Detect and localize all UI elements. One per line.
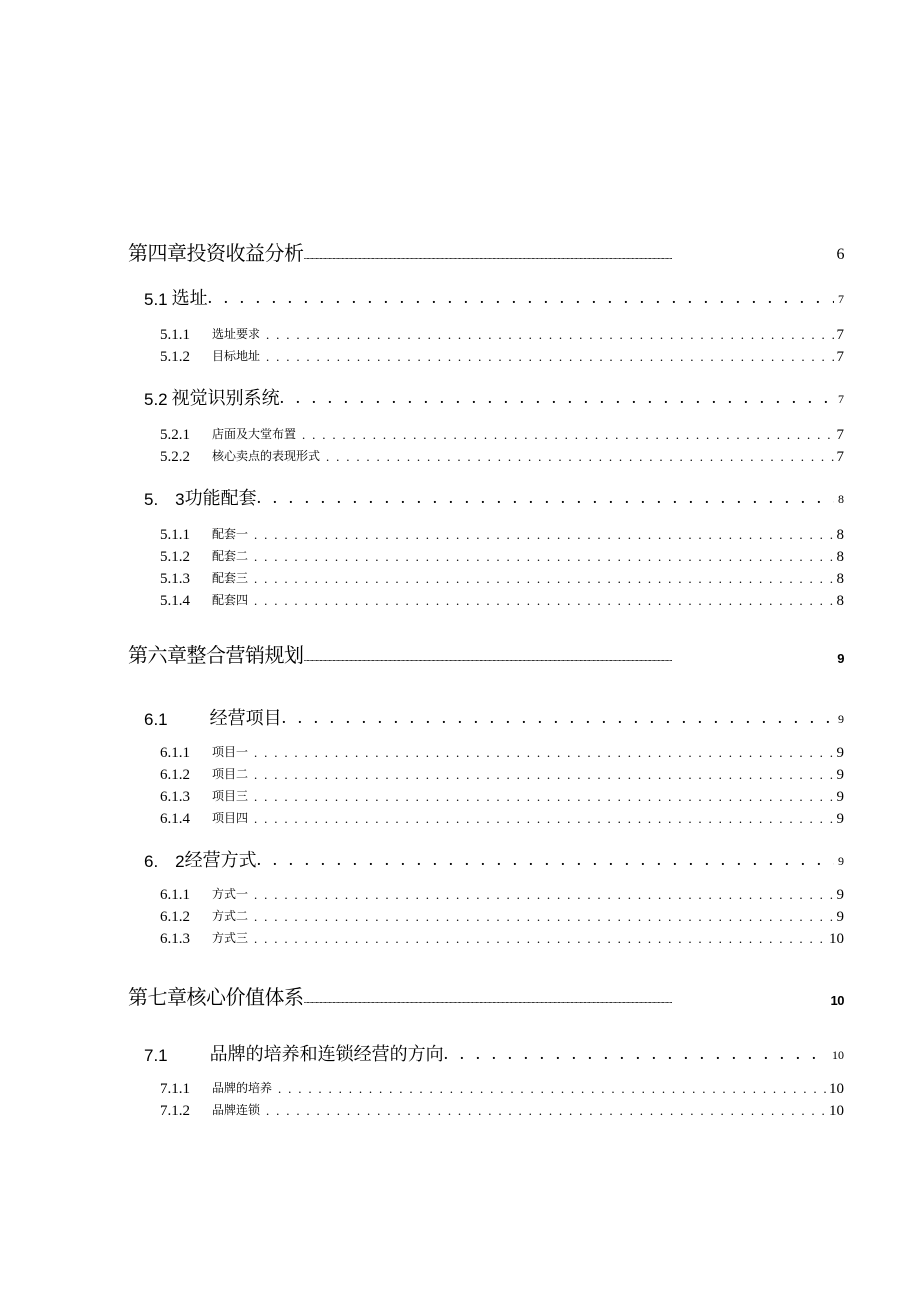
toc-chapter-entry[interactable]: [128, 238, 844, 266]
toc-entry-page-number: 6: [836, 246, 844, 263]
toc-entry-title: 经营方式: [184, 850, 257, 871]
dot-leader: [254, 528, 834, 542]
toc-entry-number: 5.1.2: [160, 549, 190, 565]
toc-section-entry[interactable]: [144, 384, 844, 410]
toc-entry-page-number: 9: [838, 712, 844, 726]
dot-leader: [254, 932, 827, 946]
toc-entry-number: 6.1.3: [160, 931, 190, 947]
dot-leader: [257, 849, 834, 869]
toc-sub-entry[interactable]: [160, 808, 844, 828]
dot-leader: [304, 653, 838, 663]
toc-entry-page-number: 10: [832, 1048, 844, 1062]
toc-entry-title: 视觉识别系统: [171, 388, 280, 409]
toc-entry-number: 6.1.3: [160, 789, 190, 805]
dot-leader: [254, 572, 834, 586]
toc-section-entry[interactable]: [144, 846, 844, 872]
toc-entry-page-number: 7: [836, 349, 844, 365]
toc-entry-number: 7.1: [144, 1046, 168, 1065]
dot-leader: [326, 450, 834, 464]
dot-leader: [254, 768, 834, 782]
toc-entry-number: 6.1.1: [160, 745, 190, 761]
toc-entry-number: 6.1.1: [160, 887, 190, 903]
toc-entry-title: 项目三: [212, 789, 249, 803]
dot-leader: [266, 328, 834, 342]
toc-entry-number: 6.1: [144, 710, 168, 729]
dot-leader: [254, 812, 834, 826]
toc-entry-title: 品牌的培养: [212, 1081, 273, 1095]
toc-sub-entry[interactable]: [160, 742, 844, 762]
toc-chapter-entry[interactable]: [128, 640, 844, 668]
toc-entry-number: 5.1.2: [160, 349, 190, 365]
toc-entry-number: 5. 3: [144, 490, 185, 509]
toc-entry-page-number: 8: [836, 571, 844, 587]
toc-entry-title: 店面及大堂布置: [212, 427, 297, 441]
toc-sub-entry[interactable]: [160, 324, 844, 344]
dot-leader: [254, 594, 834, 608]
toc-entry-title: 功能配套: [184, 488, 257, 509]
dot-leader: [282, 707, 834, 727]
toc-entry-title: 配套一: [212, 527, 249, 541]
toc-entry-page-number: 9: [836, 887, 844, 903]
toc-entry-number: 7.1.1: [160, 1081, 190, 1097]
toc-entry-title: 方式二: [212, 909, 249, 923]
toc-entry-number: 6.1.2: [160, 909, 190, 925]
toc-entry-page-number: 7: [838, 292, 844, 306]
toc-entry-page-number: 10: [829, 931, 844, 947]
toc-entry-title: 项目一: [212, 745, 249, 759]
dot-leader: [254, 550, 834, 564]
toc-entry-page-number: 9: [838, 854, 844, 868]
toc-entry-page-number: 9: [836, 745, 844, 761]
dot-leader: [304, 251, 837, 261]
toc-entry-number: 5.2: [144, 390, 168, 409]
toc-entry-title: 核心卖点的表现形式: [212, 449, 321, 463]
toc-entry-page-number: 7: [838, 392, 844, 406]
toc-entry-number: 5.1.3: [160, 571, 190, 587]
toc-sub-entry[interactable]: [160, 524, 844, 544]
dot-leader: [254, 910, 834, 924]
toc-chapter-entry[interactable]: [128, 982, 844, 1010]
toc-entry-page-number: 9: [836, 909, 844, 925]
toc-entry-title: 经营项目: [209, 708, 282, 729]
toc-entry-number: 6.1.4: [160, 811, 190, 827]
dot-leader: [266, 1104, 827, 1118]
dot-leader: [302, 428, 834, 442]
toc-entry-title: 第四章投资收益分析: [128, 243, 304, 265]
toc-entry-number: 5.2.1: [160, 427, 190, 443]
toc-entry-number: 5.2.2: [160, 449, 190, 465]
toc-section-entry[interactable]: [144, 704, 844, 730]
toc-entry-title: 项目二: [212, 767, 249, 781]
toc-entry-number: 5.1.1: [160, 327, 190, 343]
toc-sub-entry[interactable]: [160, 928, 844, 948]
toc-entry-title: 选址: [171, 288, 208, 309]
toc-section-entry[interactable]: [144, 1040, 844, 1066]
dot-leader: [254, 790, 834, 804]
toc-entry-title: 方式三: [212, 931, 249, 945]
toc-sub-entry[interactable]: [160, 1078, 844, 1098]
toc-entry-number: 5.1: [144, 290, 168, 309]
dot-leader: [254, 888, 834, 902]
toc-entry-title: 项目四: [212, 811, 249, 825]
toc-entry-page-number: 7: [836, 327, 844, 343]
toc-entry-title: 品牌连锁: [212, 1103, 261, 1117]
toc-entry-title: 第六章整合营销规划: [128, 645, 304, 667]
dot-leader: [266, 350, 834, 364]
toc-entry-page-number: 9: [836, 767, 844, 783]
dot-leader: [444, 1043, 828, 1063]
toc-sub-entry[interactable]: [160, 346, 844, 366]
toc-entry-page-number: 10: [829, 1103, 844, 1119]
toc-entry-page-number: 9: [837, 651, 844, 666]
toc-sub-entry[interactable]: [160, 1100, 844, 1120]
toc-entry-page-number: 8: [836, 593, 844, 609]
toc-entry-title: 选址要求: [212, 327, 261, 341]
dot-leader: [278, 1082, 827, 1096]
dot-leader: [208, 287, 834, 307]
toc-entry-title: 第七章核心价值体系: [128, 987, 304, 1009]
toc-sub-entry[interactable]: [160, 546, 844, 566]
toc-entry-number: 7.1.2: [160, 1103, 190, 1119]
toc-entry-number: 6.1.2: [160, 767, 190, 783]
dot-leader: [304, 995, 831, 1005]
toc-section-entry[interactable]: [144, 284, 844, 310]
toc-entry-title: 配套三: [212, 571, 249, 585]
toc-sub-entry[interactable]: [160, 906, 844, 926]
toc-entry-title: 品牌的培养和连锁经营的方向: [209, 1044, 444, 1065]
toc-entry-number: 5.1.1: [160, 527, 190, 543]
dot-leader: [280, 387, 834, 407]
toc-entry-title: 配套四: [212, 593, 249, 607]
toc-sub-entry[interactable]: [160, 568, 844, 588]
toc-sub-entry[interactable]: [160, 786, 844, 806]
toc-sub-entry[interactable]: [160, 590, 844, 610]
toc-entry-page-number: 9: [836, 789, 844, 805]
toc-entry-page-number: 8: [836, 527, 844, 543]
toc-entry-page-number: 8: [838, 492, 844, 506]
toc-entry-page-number: 9: [836, 811, 844, 827]
toc-entry-page-number: 10: [829, 1081, 844, 1097]
toc-entry-title: 配套二: [212, 549, 249, 563]
toc-entry-page-number: 7: [836, 427, 844, 443]
toc-section-entry[interactable]: [144, 484, 844, 510]
toc-entry-title: 方式一: [212, 887, 249, 901]
dot-leader: [257, 487, 834, 507]
toc-sub-entry[interactable]: [160, 884, 844, 904]
toc-entry-title: 目标地址: [212, 349, 261, 363]
toc-entry-number: 6. 2: [144, 852, 185, 871]
toc-entry-page-number: 7: [836, 449, 844, 465]
toc-sub-entry[interactable]: [160, 764, 844, 784]
toc-entry-number: 5.1.4: [160, 593, 190, 609]
toc-sub-entry[interactable]: [160, 446, 844, 466]
toc-entry-page-number: 10: [830, 993, 844, 1008]
toc-sub-entry[interactable]: [160, 424, 844, 444]
toc-entry-page-number: 8: [836, 549, 844, 565]
dot-leader: [254, 746, 834, 760]
